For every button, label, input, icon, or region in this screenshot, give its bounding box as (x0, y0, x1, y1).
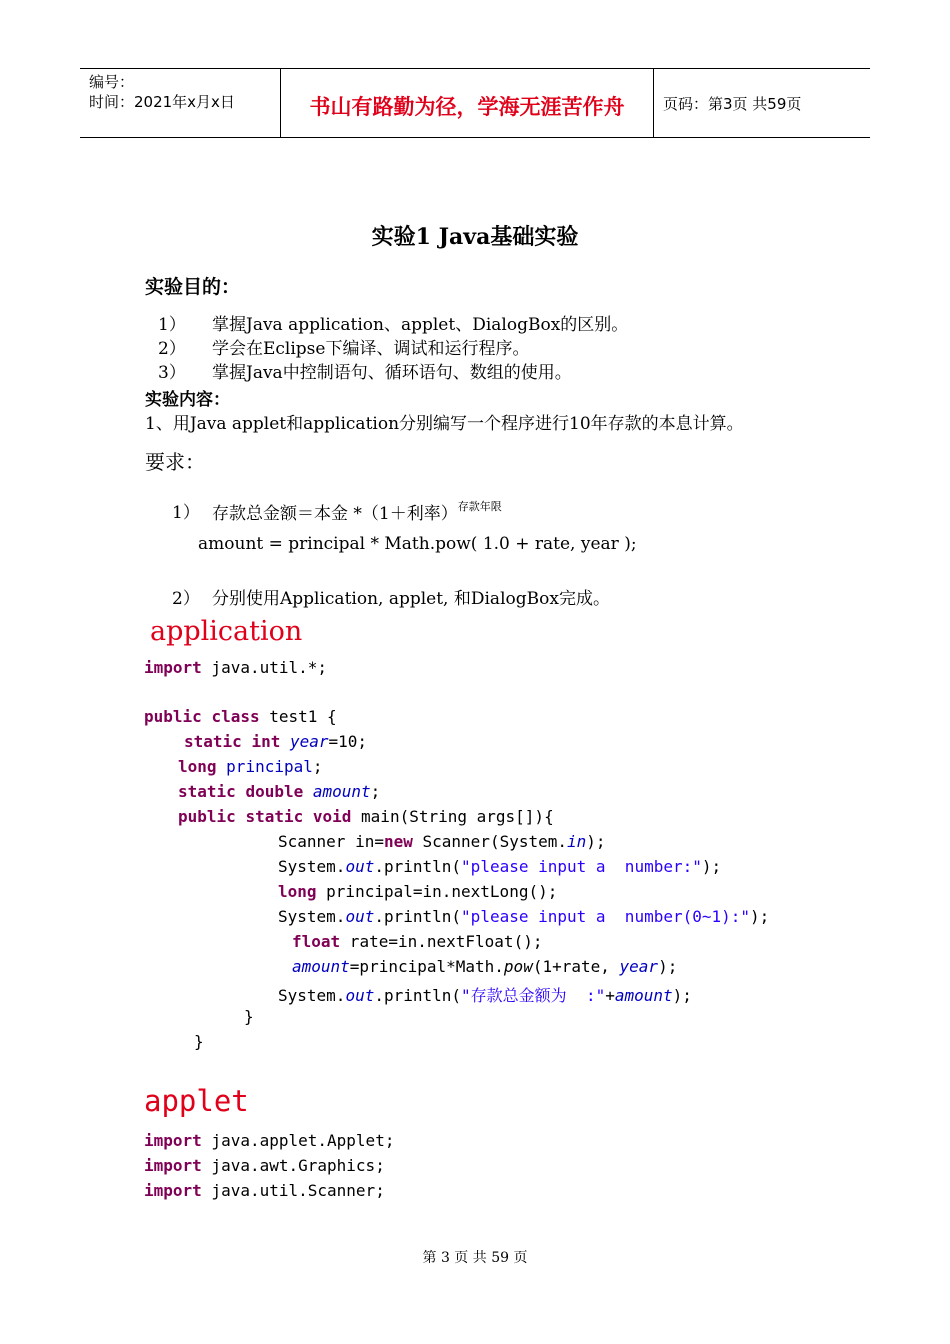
code-field: principal (226, 757, 313, 776)
code-field: in (567, 832, 587, 851)
requirement-num: 2） (172, 589, 200, 609)
code-field: year (619, 957, 659, 976)
code-line (184, 732, 367, 751)
code-field: out (345, 857, 375, 876)
code-field: out (345, 986, 375, 1005)
code-keyword: static (178, 782, 236, 801)
code-field: amount (312, 782, 371, 801)
purpose-item-num: 1） (158, 315, 186, 335)
header-meta-cell (80, 69, 281, 137)
date-label: 时间：2021年x月x日 (89, 93, 235, 111)
purpose-item-text: 学会在Eclipse下编译、调试和运行程序。 (212, 339, 530, 359)
code-keyword: public (178, 807, 236, 826)
code-text: main(String args[]){ (351, 807, 554, 826)
code-keyword: float (292, 932, 341, 951)
requirements-heading: 要求： (145, 450, 205, 474)
code-text: System. (278, 857, 346, 876)
code-text: Scanner(System. (412, 832, 567, 851)
formula-text: 存款总金额＝本金 *（1＋利率） (212, 504, 458, 524)
header-motto-cell (281, 69, 654, 137)
code-string: "存款总金额为 :" (461, 986, 606, 1005)
code-text: java.util.*; (201, 658, 328, 677)
code-keyword: import (144, 658, 202, 677)
code-keyword: import (144, 1131, 202, 1150)
code-keyword: static (245, 807, 304, 826)
page-header (80, 68, 870, 138)
header-page-cell (654, 69, 870, 137)
purpose-item-num: 3） (158, 363, 186, 383)
code-keyword: public (144, 707, 202, 726)
code-line: } (194, 1032, 204, 1051)
code-keyword: static (184, 732, 242, 751)
code-text: + (605, 986, 615, 1005)
code-line (178, 807, 554, 826)
code-string: "please input a number:" (461, 857, 702, 876)
code-text: java.util.Scanner; (201, 1181, 385, 1200)
purpose-item-text: 掌握Java application、applet、DialogBox的区别。 (212, 315, 629, 335)
code-keyword: long (178, 757, 217, 776)
formula-exponent: 存款年限 (457, 500, 502, 513)
code-text: ); (586, 832, 606, 851)
code-line (144, 1181, 385, 1200)
code-text: ); (658, 957, 678, 976)
purpose-item-num: 2） (158, 339, 186, 359)
document-title: 实验1 Java基础实验 (371, 224, 579, 250)
page-info: 页码：第3页 共59页 (663, 95, 802, 113)
code-text: =10; (328, 732, 368, 751)
motto: 书山有路勤为径，学海无涯苦作舟 (309, 95, 625, 119)
applet-heading: applet (144, 1084, 249, 1118)
code-field: out (345, 907, 375, 926)
code-text: ; (312, 757, 323, 776)
code-text: .println( (374, 986, 462, 1005)
code-text: System. (278, 986, 346, 1005)
page-footer: 第 3 页 共 59 页 (422, 1250, 528, 1266)
code-text: java.applet.Applet; (201, 1131, 395, 1150)
code-text: ); (672, 986, 692, 1005)
code-keyword: double (245, 782, 304, 801)
code-keyword: int (251, 732, 281, 751)
code-string: "please input a number(0~1):" (461, 907, 751, 926)
code-text: java.awt.Graphics; (201, 1156, 385, 1175)
code-field: amount (292, 957, 350, 976)
code-line (144, 1131, 394, 1150)
code-keyword: new (383, 832, 413, 851)
content-heading: 实验内容： (145, 390, 230, 410)
code-line (278, 907, 769, 926)
code-line (144, 1156, 385, 1175)
code-field: amount (614, 986, 673, 1005)
code-line (292, 957, 677, 976)
code-keyword: void (312, 807, 352, 826)
code-text: ; (370, 782, 381, 801)
purpose-item-text: 掌握Java中控制语句、循环语句、数组的使用。 (212, 363, 572, 383)
code-keyword: import (144, 1181, 202, 1200)
code-text: .println( (374, 907, 462, 926)
code-line (278, 857, 721, 876)
code-text: (1+rate, (532, 957, 620, 976)
purpose-heading: 实验目的： (145, 276, 241, 298)
code-keyword: class (211, 707, 260, 726)
code-text: ); (750, 907, 770, 926)
code-line (144, 707, 337, 726)
requirement-num: 1） (172, 503, 200, 523)
number-label: 编号： (89, 73, 135, 91)
code-keyword: import (144, 1156, 202, 1175)
requirement-text: 分别使用Application, applet, 和DialogBox完成。 (212, 589, 610, 609)
code-keyword: long (278, 882, 317, 901)
code-line (292, 932, 542, 951)
formula-code: amount = principal * Math.pow( 1.0 + rate, year ); (198, 534, 637, 554)
code-text: rate=in.nextFloat(); (340, 932, 543, 951)
code-line (178, 782, 380, 801)
code-line (278, 832, 606, 851)
code-line (278, 983, 692, 1006)
code-text: Scanner in= (278, 832, 384, 851)
code-method: pow (503, 957, 533, 976)
code-text: .println( (374, 857, 462, 876)
requirement-text (212, 498, 502, 524)
application-heading: application (150, 616, 303, 647)
code-field: year (289, 732, 329, 751)
code-line (178, 757, 323, 776)
code-line (144, 658, 327, 677)
code-line (278, 882, 557, 901)
code-line: } (244, 1007, 254, 1026)
code-text: test1 { (259, 707, 337, 726)
code-text: principal=in.nextLong(); (316, 882, 558, 901)
code-text: =principal*Math. (349, 957, 504, 976)
code-text: ); (701, 857, 722, 876)
code-text: System. (278, 907, 346, 926)
content-line: 1、用Java applet和application分别编写一个程序进行10年存款的本息计算。 (145, 414, 744, 434)
